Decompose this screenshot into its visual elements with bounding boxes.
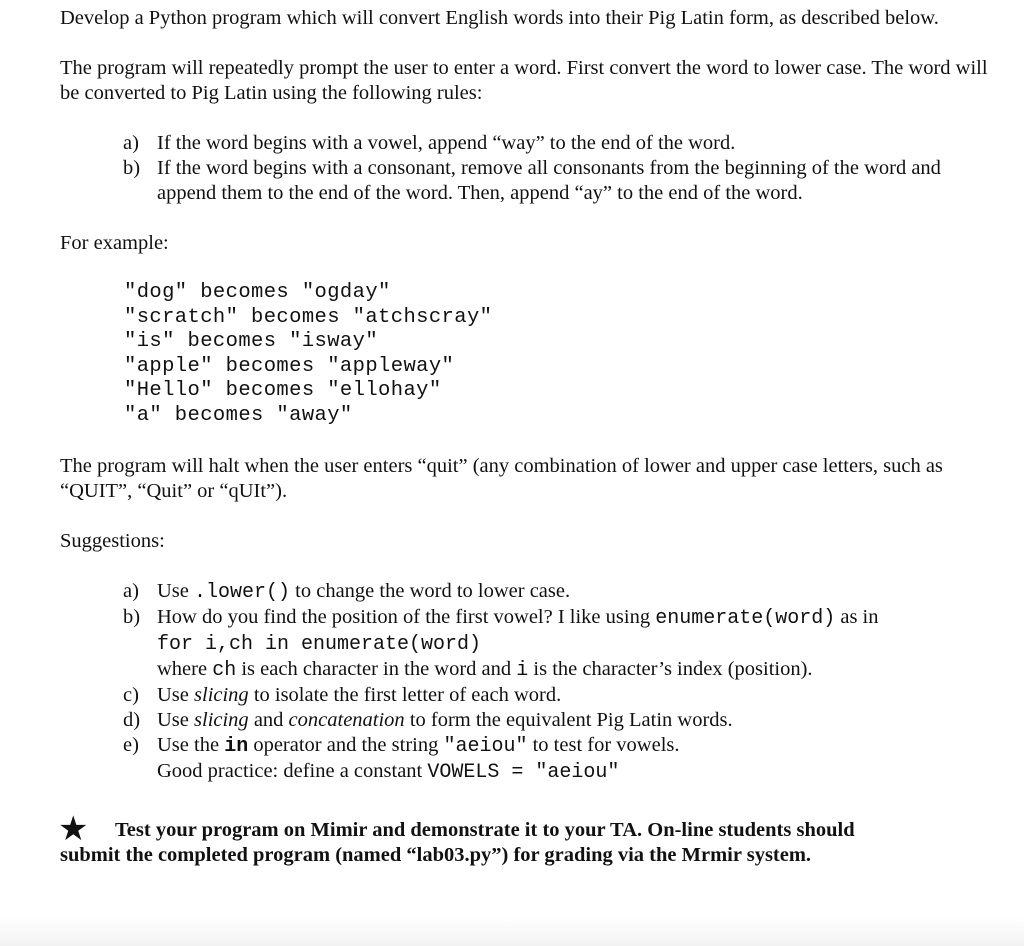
suggestion-text: Use	[157, 708, 195, 731]
rule-text: If the word begins with a consonant, remove all consonants from the beginning of the word and append them to the end of the word. Then, append “ay” to the end of the word.	[157, 157, 941, 204]
inline-code: ch	[212, 658, 237, 682]
example-line: "Hello" becomes "ellohay"	[124, 379, 442, 403]
prompt-paragraph: The program will repeatedly prompt the user to enter a word. First convert the word to lower case. The word will be converted to Pig Latin using the following rules:	[60, 57, 988, 104]
suggestion-text: as in	[835, 605, 879, 628]
suggestion-text: to isolate the first letter of each word.	[248, 683, 562, 706]
suggestion-text: is each character in the word and	[236, 657, 517, 680]
rules-list	[60, 131, 990, 206]
suggestion-text: and	[248, 708, 289, 731]
suggestion-marker: d)	[123, 708, 141, 731]
suggestion-text: to form the equivalent Pig Latin words.	[404, 708, 733, 731]
suggestion-text: Use	[157, 579, 195, 602]
suggestion-marker: a)	[123, 579, 139, 602]
footer-line-2: submit the completed program (named “lab03.py”) for grading via the Mrmir system.	[60, 843, 812, 866]
inline-code: enumerate(word)	[655, 606, 836, 630]
suggestion-text: to test for vowels.	[527, 733, 680, 756]
suggestion-marker: b)	[123, 605, 141, 628]
for-example-label: For example:	[60, 232, 169, 254]
example-line: "apple" becomes "appleway"	[124, 354, 455, 378]
suggestion-text: Good practice: define a constant	[157, 759, 428, 782]
halt-paragraph: The program will halt when the user enters “quit” (any combination of lower and upper case letters, such as “QUIT”, “Quit” or “qUIt”).	[60, 454, 943, 502]
example-line: "is" becomes "isway"	[124, 330, 379, 354]
rule-marker: b)	[123, 157, 141, 179]
suggestion-text: is the character’s index (position).	[528, 657, 813, 680]
suggestion-text: Use the	[157, 733, 225, 756]
intro-paragraph: Develop a Python program which will convert English words into their Pig Latin form, as described below.	[60, 7, 939, 29]
suggestion-text: operator and the string	[248, 733, 444, 756]
rule-text: If the word begins with a vowel, append “way” to the end of the word.	[157, 132, 736, 154]
rule-item	[60, 156, 990, 206]
emphasis: slicing	[194, 708, 249, 731]
suggestion-marker: c)	[123, 683, 139, 706]
inline-code: .lower()	[194, 580, 291, 604]
star-icon: ★	[58, 808, 89, 849]
suggestion-text: Use	[157, 683, 195, 706]
suggestion-item-d	[60, 708, 990, 733]
emphasis: slicing	[194, 683, 249, 706]
suggestion-item-c	[60, 683, 990, 708]
example-line: "dog" becomes "ogday"	[124, 281, 391, 304]
inline-code: "aeiou"	[443, 734, 528, 758]
examples-list	[124, 281, 990, 429]
rule-item	[60, 131, 990, 156]
inline-code: VOWELS = "aeiou"	[427, 760, 620, 784]
code-line: for i,ch in enumerate(word)	[157, 632, 482, 656]
footer-note	[58, 808, 990, 868]
suggestion-item-b	[60, 605, 990, 683]
suggestion-item-e	[60, 733, 990, 785]
suggestions-label: Suggestions:	[60, 529, 165, 552]
assignment-document	[60, 6, 990, 868]
suggestion-text: where	[157, 657, 213, 680]
example-line: "a" becomes "away"	[124, 403, 353, 427]
inline-code-bold: in	[224, 734, 249, 758]
suggestion-text: How do you find the position of the first vowel? I like using	[157, 605, 656, 628]
suggestions-list	[60, 579, 990, 785]
example-line: "scratch" becomes "atchscray"	[124, 305, 493, 329]
rule-marker: a)	[123, 132, 139, 154]
suggestion-item-a	[60, 579, 990, 605]
suggestion-marker: e)	[123, 733, 139, 756]
emphasis: concatenation	[288, 708, 405, 731]
page-bottom-shade	[0, 918, 1024, 946]
suggestion-text: to change the word to lower case.	[290, 579, 571, 602]
inline-code: i	[516, 658, 529, 682]
footer-line-1: Test your program on Mimir and demonstrate it to your TA. On-line students should	[115, 818, 855, 841]
